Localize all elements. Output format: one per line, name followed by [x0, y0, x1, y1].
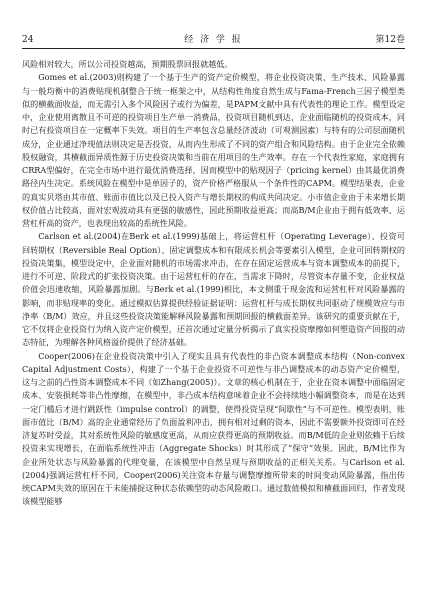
- page-header: [22, 32, 405, 49]
- paragraph: Cooper(2006)在企业投资决策中引入了现实且具有代表性的非凸资本调整成本结构（Non-convex Capital Adjustment Costs），构建了一个基于企业投资不可逆性与非凸调整成本的动态资产定价模型，这与之前的凸性资本调整成本不同（如Zhang(2005)）。文章的核心机制在于，企业在资本调整中面临固定成本、安装损耗等非凸性摩擦，在模型中，非凸成本结构意味着企业不会持续地小幅调整资本，而是在达到一定门槛后才进行跳跃性（impulse control）的调整，使得投资呈现“间歇性”与不可逆性。模型表明，账面市值比（B/M）高的企业通常经历了负面盈利冲击，拥有相对过剩的资本，因此不需要额外投资即可在经济复苏时受益，其对系统性风险的敏感度更高，从而应获得更高的预期收益。而B/M低的企业则依赖于后续投资来实现增长，在面临系统性冲击（Aggregate Shocks）时其形成了“保守”效果。因此，B/M比作为企业所处状态与风险暴露的代理变量，在该模型中自然呈现与预期收益的正相关关系。与Carlson et al.(2004)强调运营杠杆不同，Cooper(2006)关注资本存量与调整摩擦所带来的时间变动风险暴露，指出传统CAPM失效的原因在于未能捕捉这种状态依赖型的动态风险敞口。通过数值模拟和横截面回归，作者发现该模型能够: [22, 350, 405, 507]
- page-number: 24: [22, 35, 34, 45]
- body-text: [22, 58, 405, 591]
- paragraph: Carlson et al.(2004)在Berk et al.(1999)基础上，将运营杠杆（Operating Leverage）、投资可回转期权（Reversible Real Option）、固定调整成本和有限成长机会等要素引入模型，企业可回转期权的投资决策集，模型设定中，企业面对随机的市场需求冲击，在存在固定运营成本与资本调整成本的前提下，进行不可逆、阶段式的扩张投资决策。由于运营杠杆的存在，当需求下降时，尽管资本存量不变，企业权益价值会迅速收缩，风险暴露加剧。与Berk et al.(1999)相比，本文侧重于现金流和运营杠杆对风险暴露的影响，而非贴现率的变化。通过模拟估算提供经验证据证明：运营杠杆与成长期权共同驱动了规模效应与市净率（B/M）效应，并且这些投资决策能解释风险暴露和预期回报的横截面差异。该研究的重要贡献在于，它不仅将企业投资行为纳入资产定价模型，还首次通过定量分析揭示了真实投资摩擦如何塑造资产回报的动态特征，为理解各种风格溢价提供了经济基础。: [22, 231, 405, 348]
- issue-label: 第12卷: [375, 35, 405, 45]
- journal-title: 经 济 学 报: [184, 35, 243, 45]
- paragraph: 风险相对较大，所以公司投资越高，预期股票回报就越低。: [22, 59, 233, 69]
- paragraph: Gomes et al.(2003)则构建了一个基于生产的资产定价模型，将企业投资决策、生产技术、风险暴露与一般均衡中的消费贴现机制整合于统一框架之中，从结构性角度自然生成与Fama-French三因子模型类似的横截面收益，而无需引入多个风险因子或行为偏差，是PAPM文献中具有代表性的理论工作。模型设定中，企业使用离散且不可逆的投资项目生产单一消费品，投资项目随机到达，企业面临随机的投资成本，同时已有投资项目在一定概率下失效。项目的生产率包含总量经济波动（可观测因素）与特有的公司层面随机成分，企业通过净现值法则决定是否投资，从而内生形成了不同的资产组合和风险结构。由于企业完全依赖股权融资，其横截面异质性源于历史投资决策和当前在用项目的生产效率。存在一个代表性家庭，家庭拥有CRRA型偏好，在完全市场中进行最优消费选择，因而模型中的贴现因子（pricing kernel）由其最优消费路径内生决定。系统风险在模型中是单因子的，资产价格严格服从一个条件性的CAPM。模型结果表，企业的真实贝塔由其市值、账面市值比以及已投入资产与增长期权的构成共同决定。小市值企业由于未来增长期权价值占比较高，面对宏观波动具有更强的敏感性，因此预期收益更高；而高B/M企业由于拥有低效率、运营杠杆高的资产，也表现出较高的系统性风险。: [22, 72, 405, 228]
